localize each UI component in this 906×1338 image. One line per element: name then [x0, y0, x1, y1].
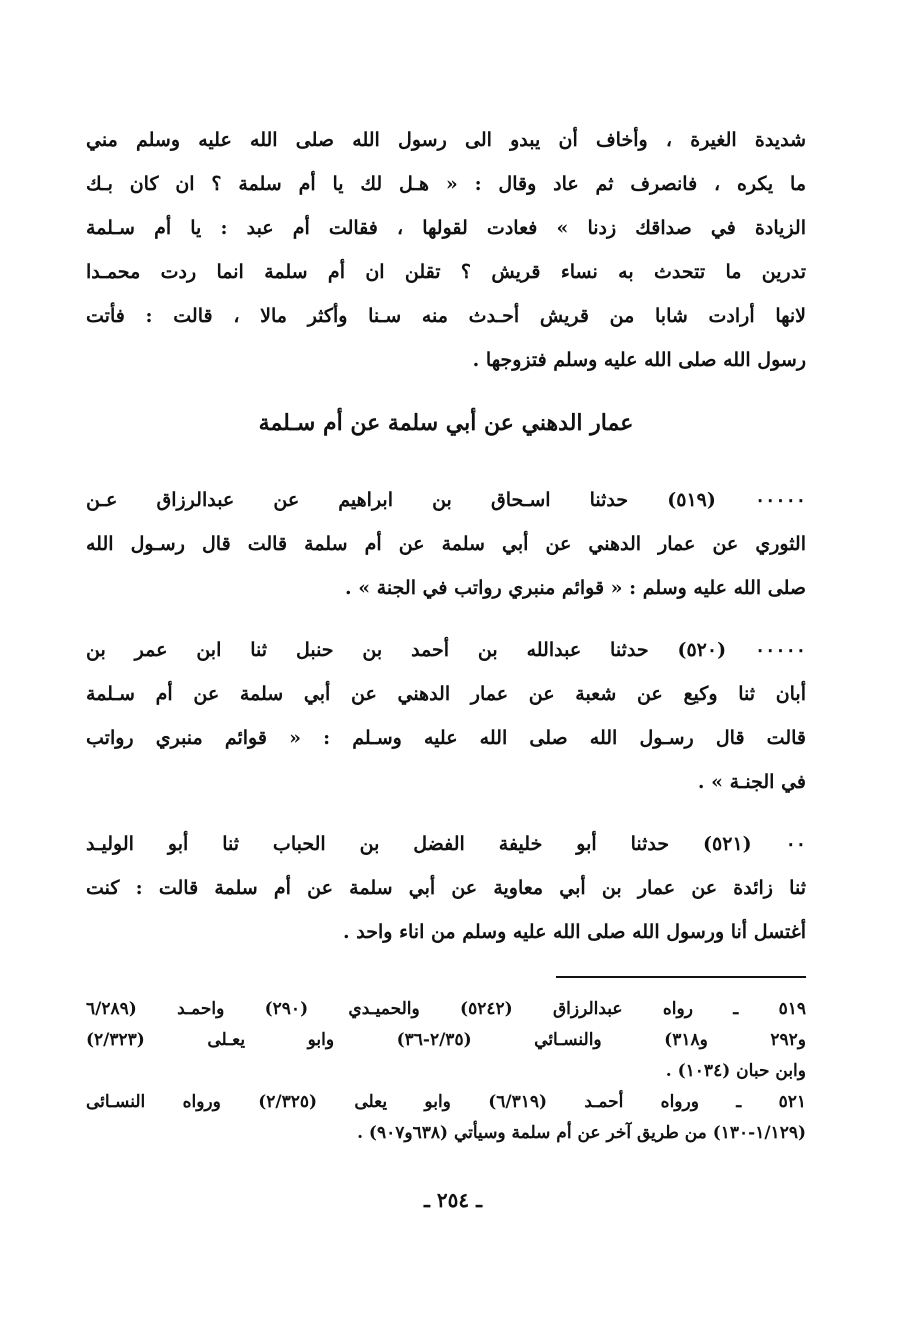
- footnote-line: (١/١٢٩-١٣٠) من طريق آخر عن أم سلمة وسيأتي (٦٣٨و٩٠٧) .: [357, 1123, 806, 1143]
- footnote-line: و٢٩٢ و٣١٨) والنسـائي (٢/٣٥-٣٦) وابو يعـلى (٢/٣٢٣): [86, 1030, 806, 1050]
- section-heading: عمار الدهني عن أبي سلمة عن أم سـلمة: [258, 410, 634, 436]
- footnote-divider: [556, 976, 806, 978]
- text-line: أغتسل أنا ورسول الله صلى الله عليه وسلم من اناء واحد .: [343, 921, 806, 943]
- text-line: في الجنـة » .: [697, 771, 806, 793]
- text-line: لانها أرادت شابا من قريش أحـدث منه سـنا وأكثر مالا ، قالت : فأتت: [86, 305, 806, 327]
- text-line: ٠٠٠٠٠ (٥١٩) حدثنا اسـحاق بن ابراهيم عن عبدالرزاق عـن: [86, 489, 806, 511]
- text-line: ثنا زائدة عن عمار بن أبي معاوية عن أبي سلمة عن أم سلمة قالت : كنت: [86, 877, 806, 899]
- text-line: قالت قال رسـول الله صلى الله عليه وسـلم : « قوائم منبري رواتب: [86, 727, 806, 749]
- footnote-line: وابن حبان (١٠٣٤) .: [665, 1061, 806, 1081]
- footnote-line: ٥٢١ ـ ورواه أحمـد (٦/٣١٩) وابو يعلى (٢/٣٢٥) ورواه النسـائى: [86, 1092, 806, 1112]
- footnote-521: [86, 1087, 806, 1149]
- paragraph-1: [86, 118, 806, 382]
- text-line: ٠٠ (٥٢١) حدثنا أبو خليفة الفضل بن الحباب ثنا أبو الوليـد: [86, 833, 806, 855]
- text-line: الثوري عن عمار الدهني عن أبي سلمة عن أم سلمة قالت قال رسـول الله: [86, 533, 806, 555]
- text-line: رسول الله صلى الله عليه وسلم فتزوجها .: [472, 349, 806, 371]
- text-line: ما يكره ، فانصرف ثم عاد وقال : « هـل لك يا أم سلمة ؟ ان كان بـك: [86, 173, 806, 195]
- footnote-519: [86, 994, 806, 1087]
- text-line: ٠٠٠٠٠ (٥٢٠) حدثنا عبدالله بن أحمد بن حنبل ثنا ابن عمر بن: [86, 639, 806, 661]
- text-line: تدرين ما تتحدث به نساء قريش ؟ تقلن ان أم سلمة انما ردت محمـدا: [86, 261, 806, 283]
- text-line: أبان ثنا وكيع عن شعبة عن عمار الدهني عن أبي سلمة عن أم سـلمة: [86, 683, 806, 705]
- hadith-519: [86, 478, 806, 610]
- footnote-line: ٥١٩ ـ رواه عبدالرزاق (٥٢٤٢) والحميـدي (٢٩٠) واحمـد (٦/٢٨٩: [86, 999, 806, 1019]
- text-line: صلى الله عليه وسلم : « قوائم منبري رواتب في الجنة » .: [345, 577, 806, 599]
- page-body: [86, 118, 806, 1149]
- hadith-521: [86, 822, 806, 954]
- text-line: شديدة الغيرة ، وأخاف أن يبدو الى رسول الله صلى الله عليه وسلم مني: [86, 129, 806, 151]
- hadith-520: [86, 628, 806, 804]
- text-line: الزيادة في صداقك زدنا » فعادت لقولها ، فقالت أم عبد : يا أم سـلمة: [86, 217, 806, 239]
- page-number: ـ ٢٥٤ ـ: [424, 1188, 482, 1212]
